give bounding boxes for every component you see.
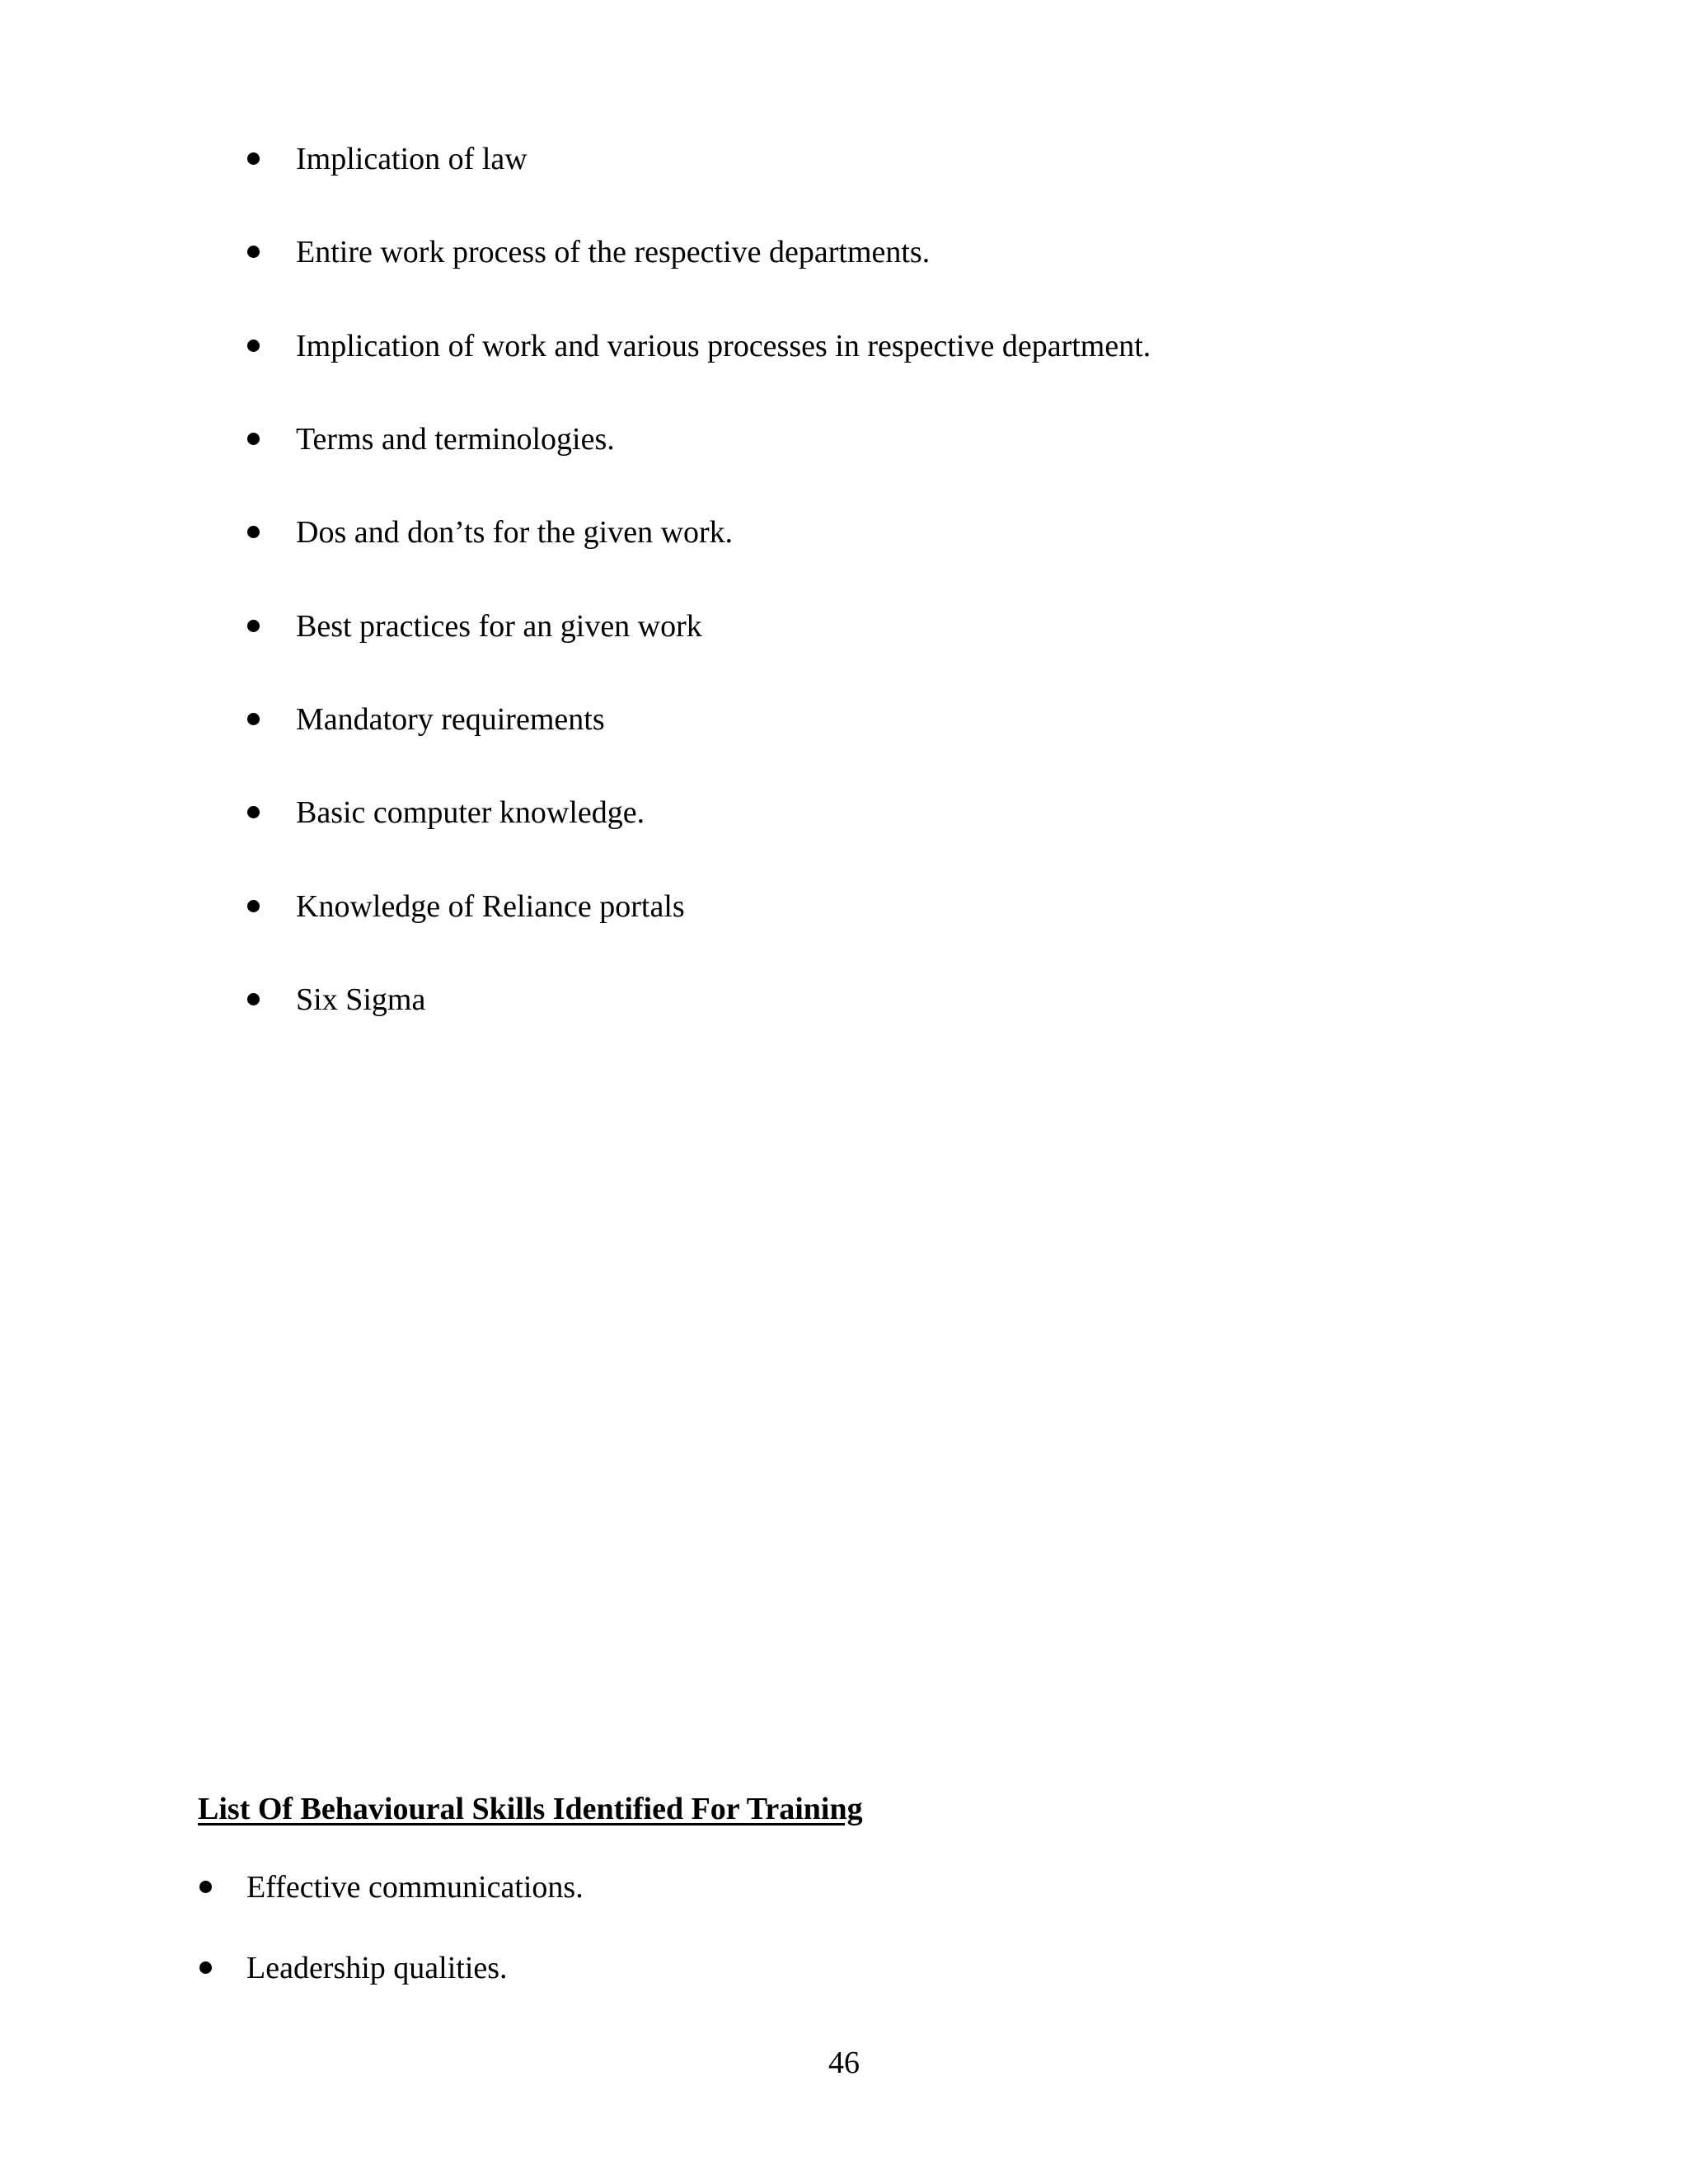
list-item-text: Implication of law [296,142,528,176]
list-item [0,788,1688,837]
list-item [0,227,1688,277]
knowledge-list [0,0,1688,1071]
bullet-icon [247,620,260,632]
list-item [0,1863,1688,1912]
list-item [0,975,1688,1024]
list-item-text: Leadership qualities. [246,1951,508,1985]
bullet-icon [247,152,260,165]
list-item-text: Six Sigma [296,982,426,1017]
bullet-icon [247,806,260,818]
bullet-icon [247,246,260,258]
list-item [0,508,1688,557]
list-item [0,1943,1688,1993]
bullet-icon [247,433,260,445]
list-item [0,882,1688,931]
page-number: 46 [828,2046,860,2080]
list-item-text: Dos and don’ts for the given work. [296,515,734,550]
list-item-text: Implication of work and various processes in respective department. [296,329,1151,363]
bullet-icon [199,1961,212,1974]
list-item-text: Mandatory requirements [296,702,605,737]
section-heading: List Of Behavioural Skills Identified For Training [198,1792,863,1826]
bullet-icon [247,340,260,352]
list-item-text: Best practices for an given work [296,609,702,644]
bullet-icon [199,1881,212,1893]
list-item [0,602,1688,651]
bullet-icon [247,993,260,1005]
list-item-text: Effective communications. [246,1870,584,1905]
bullet-icon [247,713,260,725]
list-item [0,415,1688,464]
list-item-text: Terms and terminologies. [296,422,615,457]
list-item [0,321,1688,371]
bullet-icon [247,900,260,912]
list-item-text: Entire work process of the respective departments. [296,235,931,269]
list-item [0,695,1688,744]
list-item-text: Basic computer knowledge. [296,795,645,830]
bullet-icon [247,526,260,538]
list-item [0,134,1688,184]
list-item-text: Knowledge of Reliance portals [296,889,685,924]
